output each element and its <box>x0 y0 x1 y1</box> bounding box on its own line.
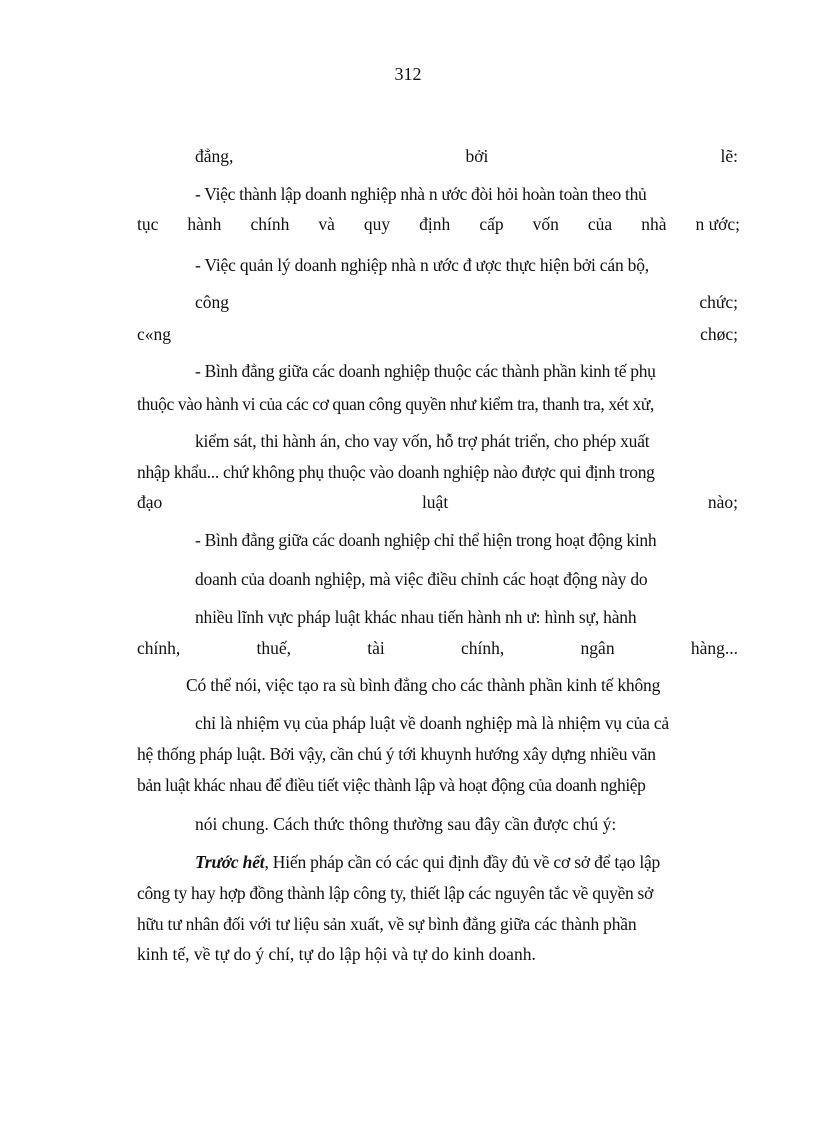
text-line: - Việc thành lập doanh nghiệp nhà n ước đòi hỏi hoàn toàn theo thủ <box>195 184 647 204</box>
text-line: công chức; <box>195 292 738 312</box>
text-line: kinh tế, về tự do ý chí, tự do lập hội và tự do kinh doanh. <box>137 944 536 964</box>
text-line: chính, thuế, tài chính, ngân hàng... <box>137 638 738 658</box>
text-line: Có thể nói, việc tạo ra sù bình đẳng cho các thành phần kinh tế không <box>186 675 661 695</box>
text-line: bản luật khác nhau để điều tiết việc thành lập và hoạt động của doanh nghiệp <box>137 775 646 795</box>
text-line: nói chung. Cách thức thông thường sau đây cần được chú ý: <box>195 814 617 834</box>
text-line: - Bình đẳng giữa các doanh nghiệp chỉ thể hiện trong hoạt động kinh <box>195 530 657 550</box>
emphasis-lead: Trước hết <box>195 852 265 872</box>
text-line: công ty hay hợp đồng thành lập công ty, thiết lập các nguyên tắc về quyền sở <box>137 883 654 903</box>
text-line: đẳng, bởi lẽ: <box>195 146 738 166</box>
text-line: đạo luật nào; <box>137 492 738 512</box>
text-line: nhiều lĩnh vực pháp luật khác nhau tiến hành nh ư: hình sự, hành <box>195 607 637 627</box>
text-line: hữu tư nhân đối với tư liệu sản xuất, về sự bình đẳng giữa các thành phần <box>137 914 637 934</box>
text-line: c«ng chøc; <box>137 324 738 344</box>
text-line: chỉ là nhiệm vụ của pháp luật về doanh nghiệp mà là nhiệm vụ của cả <box>195 713 670 733</box>
text-line: thuộc vào hành vi của các cơ quan công quyền như kiểm tra, thanh tra, xét xử, <box>137 394 654 414</box>
text-line: tục hành chính và quy định cấp vốn của nhà n ước; <box>137 214 740 234</box>
text-line: kiểm sát, thi hành án, cho vay vốn, hỗ trợ phát triển, cho phép xuất <box>195 431 650 451</box>
page-number: 312 <box>394 64 422 84</box>
text-line: Trước hết, Hiến pháp cần có các qui định đầy đủ về cơ sở để tạo lập <box>195 852 661 872</box>
text-line: hệ thống pháp luật. Bởi vậy, cần chú ý tới khuynh hướng xây dựng nhiều văn <box>137 744 656 764</box>
text-line: - Việc quản lý doanh nghiệp nhà n ước đ ược thực hiện bởi cán bộ, <box>195 255 649 275</box>
text-line: nhập khẩu... chứ không phụ thuộc vào doanh nghiệp nào được qui định trong <box>137 462 655 482</box>
text-line: doanh của doanh nghiệp, mà việc điều chỉnh các hoạt động này do <box>195 569 648 589</box>
text-line: - Bình đẳng giữa các doanh nghiệp thuộc các thành phần kinh tế phụ <box>195 361 656 381</box>
